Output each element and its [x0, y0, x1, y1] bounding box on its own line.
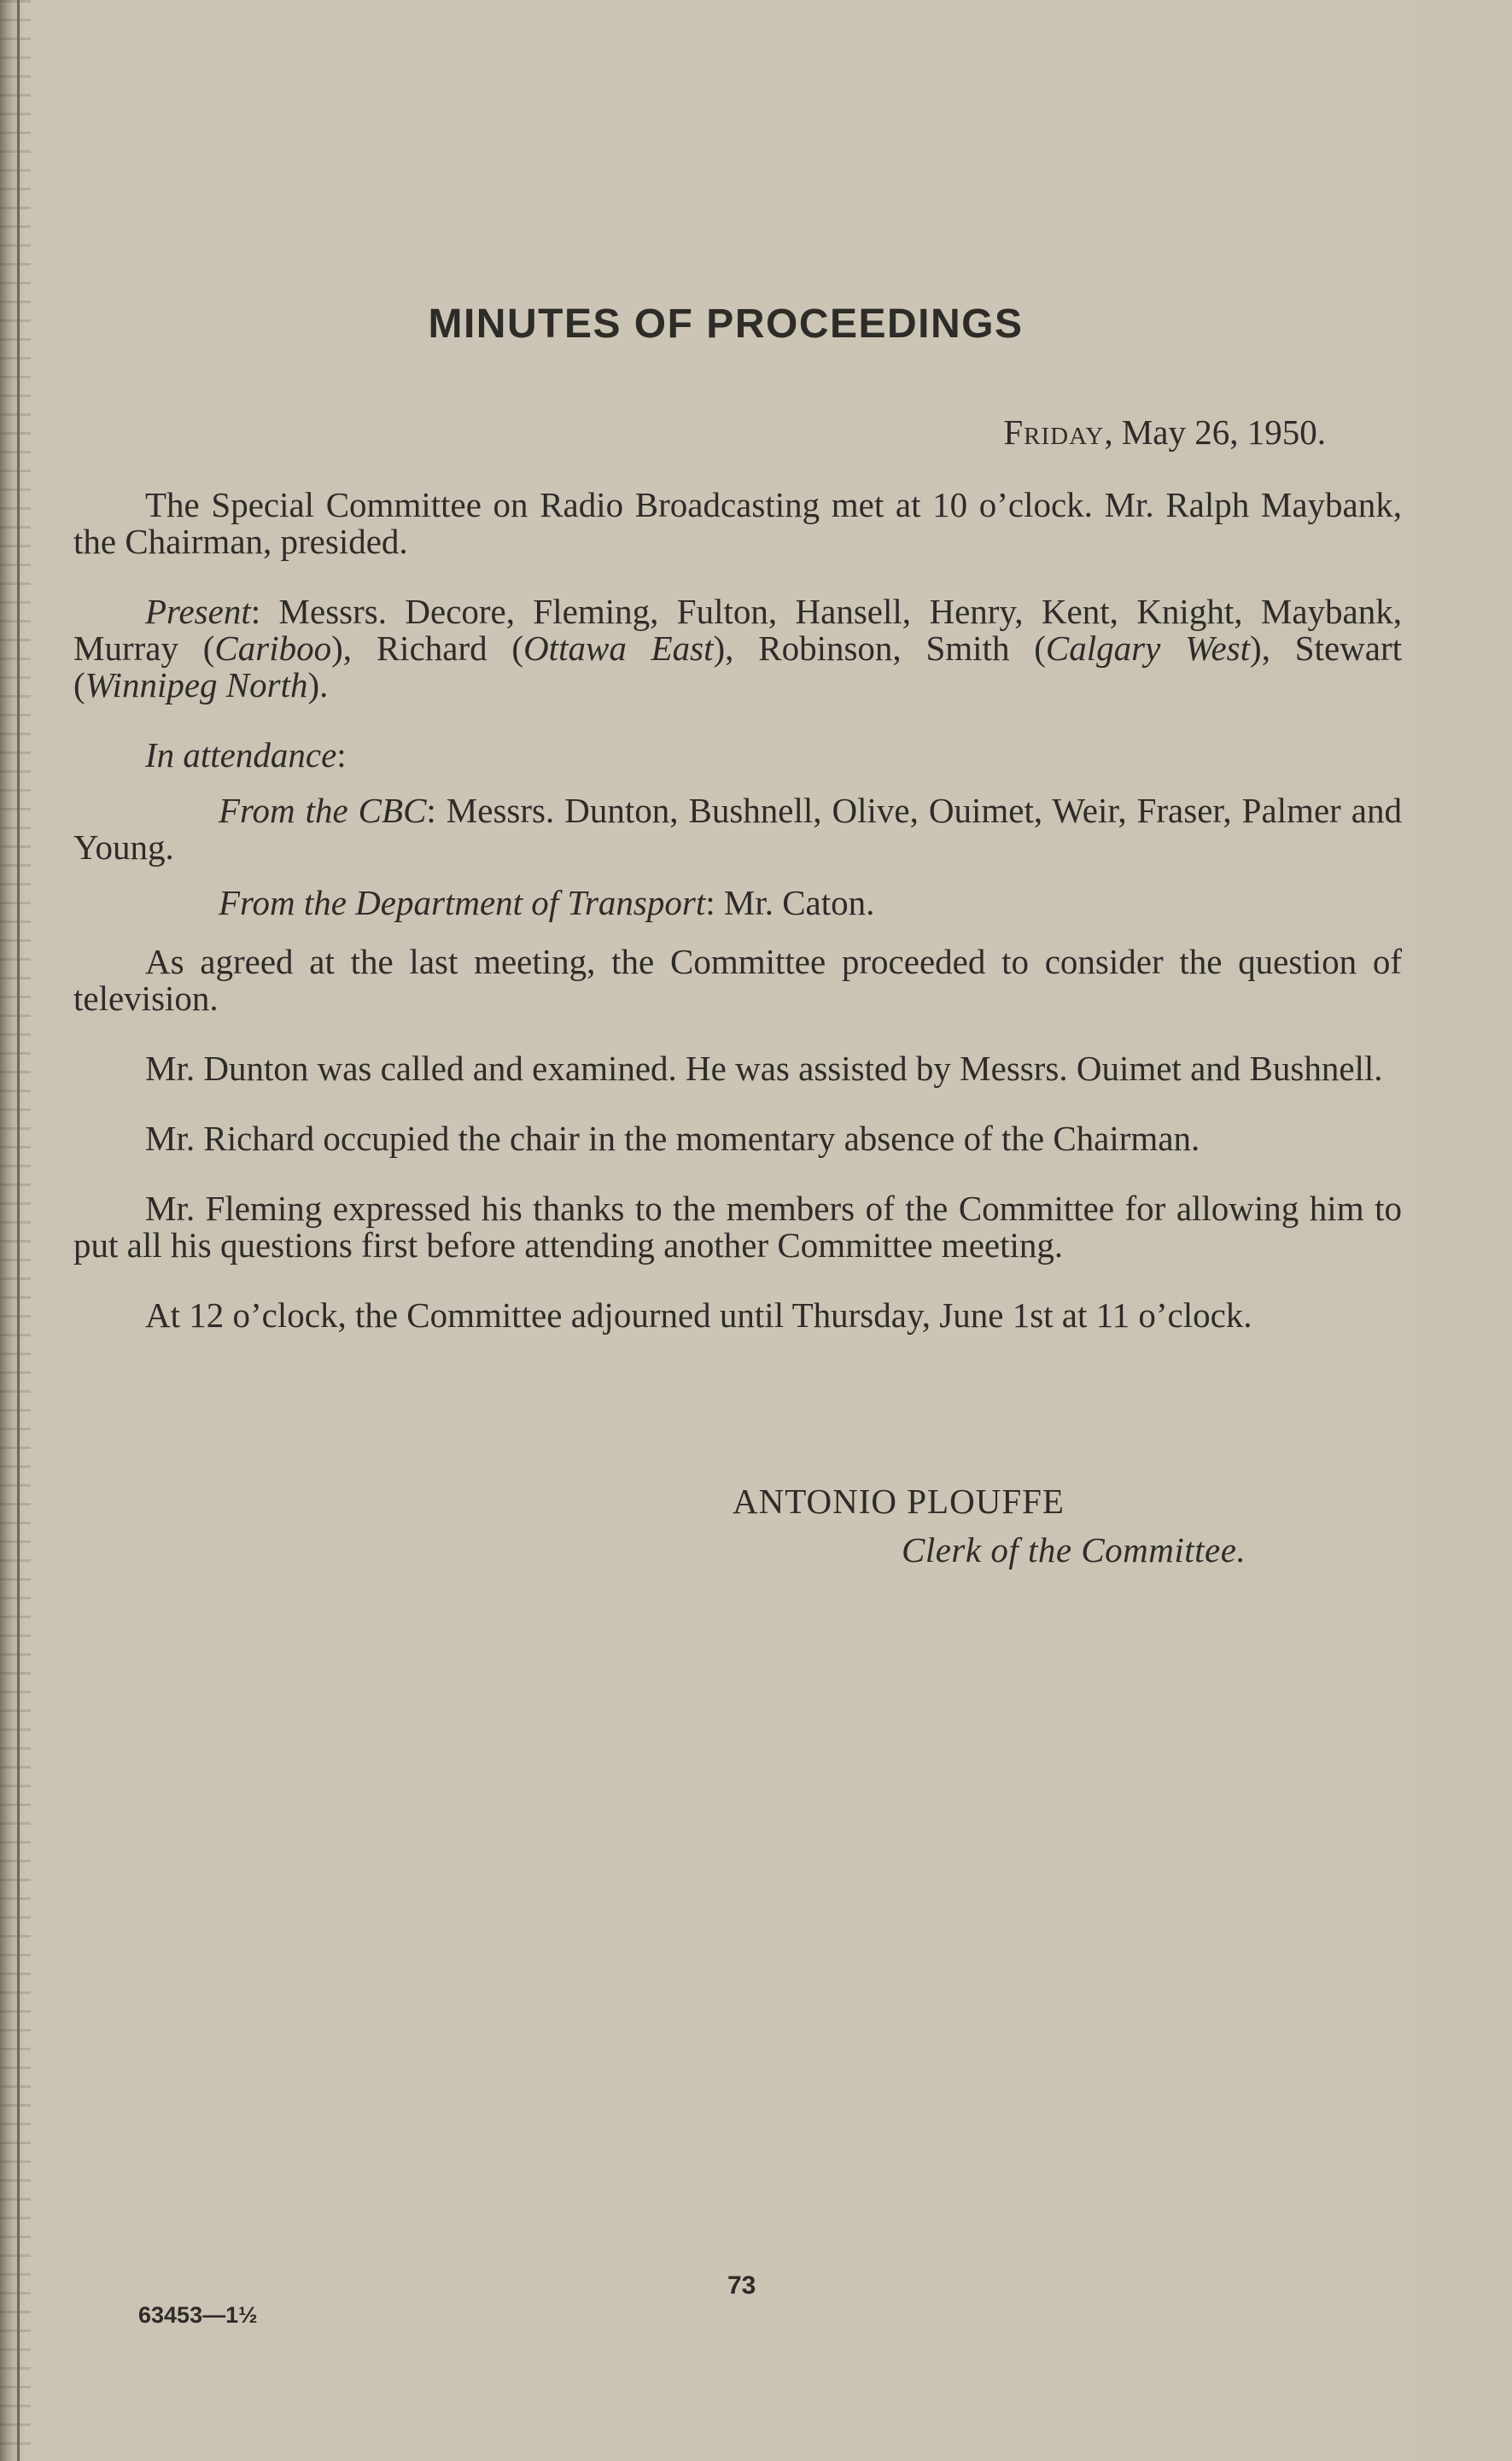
transport-label: From the Department of Transport	[219, 883, 706, 922]
book-binding-edge	[0, 0, 31, 2461]
binding-line	[17, 0, 20, 2461]
television-paragraph: As agreed at the last meeting, the Committee proceeded to consider the question of television.	[73, 942, 1402, 1018]
meeting-day: Friday	[1003, 412, 1105, 452]
clerk-name: ANTONIO PLOUFFE	[733, 1482, 1065, 1521]
attendance-heading: In attendance:	[145, 735, 347, 775]
richard-paragraph: Mr. Richard occupied the chair in the momentary absence of the Chairman.	[145, 1119, 1200, 1158]
transport-attendance: From the Department of Transport: Mr. Caton.	[219, 883, 875, 922]
meeting-date	[1003, 412, 1326, 453]
dunton-paragraph: Mr. Dunton was called and examined. He was assisted by Messrs. Ouimet and Bushnell.	[145, 1049, 1383, 1088]
opening-paragraph: The Special Committee on Radio Broadcasting met at 10 o’clock. Mr. Ralph Maybank, the Chairman, presided.	[73, 485, 1402, 561]
present-paragraph: Present: Messrs. Decore, Fleming, Fulton, Hansell, Henry, Kent, Knight, Maybank, Murray (Cariboo), Richard (Ottawa East), Robinson, Smith (Calgary West), Stewart (Winnipeg North).	[73, 592, 1402, 704]
printer-mark: 63453—1½	[138, 2302, 258, 2328]
clerk-title: Clerk of the Committee.	[902, 1530, 1246, 1570]
cbc-label: From the CBC	[219, 791, 427, 830]
attendance-label: In attendance	[145, 735, 337, 775]
signature-block	[733, 1477, 1246, 1575]
minutes-body	[73, 487, 1402, 1367]
cbc-attendance: From the CBC: Messrs. Dunton, Bushnell, Olive, Ouimet, Weir, Fraser, Palmer and Young.	[73, 791, 1402, 867]
fleming-paragraph: Mr. Fleming expressed his thanks to the members of the Committee for allowing him to put all his questions first before attending another Committee meeting.	[73, 1189, 1402, 1265]
page-title: MINUTES OF PROCEEDINGS	[428, 301, 1024, 347]
adjournment-paragraph: At 12 o’clock, the Committee adjourned until Thursday, June 1st at 11 o’clock.	[145, 1295, 1252, 1335]
page-number: 73	[727, 2271, 756, 2300]
present-label: Present	[145, 592, 251, 631]
meeting-date-text: , May 26, 1950.	[1104, 412, 1326, 452]
